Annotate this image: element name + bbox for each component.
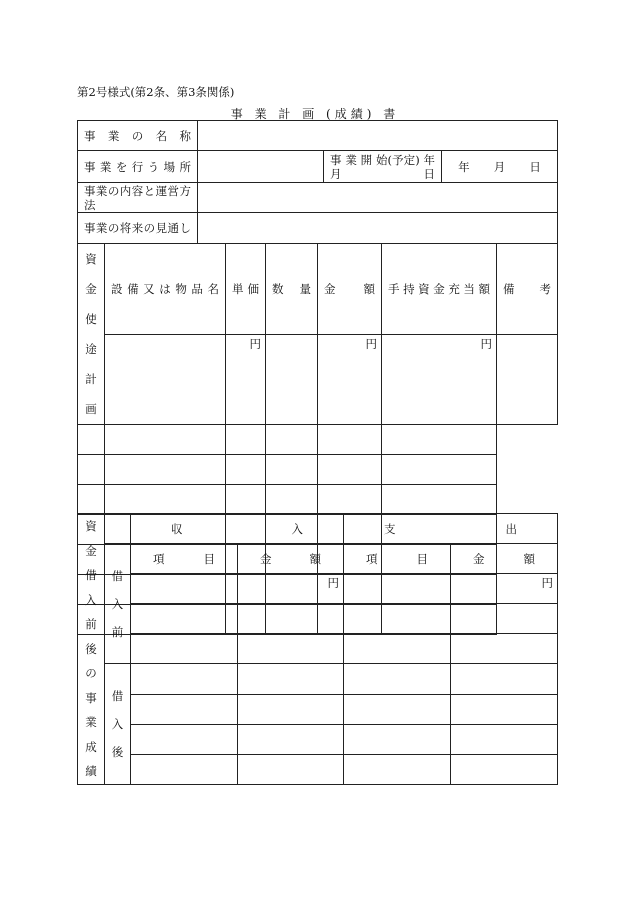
expense-item-header: 項 目 xyxy=(344,544,451,574)
results-table xyxy=(77,513,558,785)
expense-amount-cell[interactable] xyxy=(451,574,558,604)
form-number: 第2号様式(第2条、第3条関係) xyxy=(77,85,235,99)
expense-amount-cell[interactable] xyxy=(451,694,558,724)
expense-header: 支 出 xyxy=(344,514,558,544)
start-date-field[interactable] xyxy=(442,151,558,183)
col-amount: 金額 xyxy=(318,244,382,335)
income-amount-cell[interactable] xyxy=(238,724,344,754)
col-unit-price: 単価 xyxy=(226,244,266,335)
yen-unit: 円 xyxy=(541,576,553,591)
outlook-label: 事業の将来の見通し xyxy=(78,213,198,244)
own-funds-cell[interactable] xyxy=(318,455,382,485)
yen-unit: 円 xyxy=(249,336,261,351)
side-label-char: 金 xyxy=(85,282,97,296)
amount-cell[interactable] xyxy=(266,455,318,485)
own-funds-cell[interactable] xyxy=(318,485,382,515)
side-label-char: 前 xyxy=(85,617,97,631)
side-label-char: 入 xyxy=(111,596,124,611)
expense-item-cell[interactable] xyxy=(344,604,451,634)
quantity-cell[interactable] xyxy=(266,334,318,425)
expense-amount-cell[interactable] xyxy=(451,754,558,784)
day-label: 日 xyxy=(529,159,541,174)
expense-item-cell[interactable] xyxy=(344,754,451,784)
month-label: 月 xyxy=(493,159,506,174)
side-label-char: 業 xyxy=(85,715,97,729)
expense-amount-cell[interactable] xyxy=(451,664,558,694)
expense-item-cell[interactable] xyxy=(344,694,451,724)
income-item-cell[interactable] xyxy=(131,604,238,634)
remarks-cell[interactable] xyxy=(382,485,497,515)
document-title: 事 業 計 画 (成績) 書 xyxy=(230,107,400,121)
business-info-table xyxy=(77,120,558,244)
content-method-label: 事業の内容と運営方法 xyxy=(78,183,198,213)
side-label-char: 金 xyxy=(85,543,97,558)
col-item-name: 設備又は物品名 xyxy=(105,244,226,335)
blank-cell xyxy=(105,514,131,544)
table-row xyxy=(78,334,558,425)
income-amount-cell[interactable] xyxy=(238,574,344,604)
col-remarks: 備考 xyxy=(497,244,558,335)
side-label-char: の xyxy=(85,666,97,680)
income-amount-cell[interactable] xyxy=(238,604,344,634)
expense-amount-header: 金 額 xyxy=(451,544,558,574)
income-header: 収 入 xyxy=(131,514,344,544)
side-label-char: 資 xyxy=(85,519,97,533)
amount-cell[interactable] xyxy=(266,425,318,455)
table-row xyxy=(78,455,558,485)
expense-item-cell[interactable] xyxy=(344,664,451,694)
income-item-cell[interactable] xyxy=(131,754,238,784)
quantity-cell[interactable] xyxy=(226,485,266,515)
side-label-char: 使 xyxy=(85,312,97,326)
income-item-cell[interactable] xyxy=(131,634,238,664)
yen-unit: 円 xyxy=(365,336,377,351)
location-label: 事業を行う場所 xyxy=(78,151,198,183)
business-name-field[interactable] xyxy=(198,121,558,151)
yen-unit: 円 xyxy=(480,336,492,351)
expense-item-cell[interactable] xyxy=(344,574,451,604)
expense-amount-cell[interactable] xyxy=(451,724,558,754)
side-label-char: 借 xyxy=(85,568,97,582)
results-side-label xyxy=(78,514,105,785)
expense-item-cell[interactable] xyxy=(344,634,451,664)
unit-price-cell[interactable] xyxy=(105,455,226,485)
table-row xyxy=(78,664,558,694)
income-item-cell[interactable] xyxy=(131,724,238,754)
table-row xyxy=(78,634,558,664)
remarks-cell[interactable] xyxy=(382,425,497,455)
side-label-char: 後 xyxy=(85,641,97,656)
table-row xyxy=(78,694,558,724)
content-method-field[interactable] xyxy=(198,183,558,213)
expense-item-cell[interactable] xyxy=(344,724,451,754)
income-amount-header: 金 額 xyxy=(238,544,344,574)
table-row xyxy=(78,724,558,754)
own-funds-cell[interactable] xyxy=(318,425,382,455)
remarks-cell[interactable] xyxy=(382,455,497,485)
unit-price-cell[interactable] xyxy=(105,485,226,515)
start-date-label: 事 業 開 始(予定) 年 月 日 xyxy=(324,151,442,183)
quantity-cell[interactable] xyxy=(226,425,266,455)
unit-price-cell[interactable] xyxy=(226,334,266,425)
year-label: 年 xyxy=(458,159,470,174)
side-label-char: 前 xyxy=(111,624,124,639)
amount-cell[interactable] xyxy=(318,334,382,425)
income-item-cell[interactable] xyxy=(131,694,238,724)
income-amount-cell[interactable] xyxy=(238,694,344,724)
side-label-char: 入 xyxy=(85,592,97,607)
side-label-char: 計 xyxy=(85,372,97,386)
quantity-cell[interactable] xyxy=(226,455,266,485)
item-cell[interactable] xyxy=(78,485,105,515)
location-field[interactable] xyxy=(198,151,324,183)
income-item-cell[interactable] xyxy=(131,574,238,604)
side-label-char: 借 xyxy=(111,688,124,703)
after-loan-label xyxy=(105,664,131,784)
table-row xyxy=(78,574,558,604)
yen-unit: 円 xyxy=(327,576,339,591)
item-cell[interactable] xyxy=(78,425,105,455)
expense-amount-cell[interactable] xyxy=(451,604,558,634)
side-label-char: 借 xyxy=(111,568,124,583)
remarks-cell[interactable] xyxy=(497,334,558,425)
business-name-label: 事 業 の 名 称 xyxy=(78,121,198,151)
side-label-char: 入 xyxy=(111,716,124,731)
table-row xyxy=(78,604,558,634)
side-label-char: 途 xyxy=(85,342,97,356)
income-item-cell[interactable] xyxy=(131,664,238,694)
unit-price-cell[interactable] xyxy=(105,425,226,455)
income-amount-cell[interactable] xyxy=(238,754,344,784)
side-label-char: 成 xyxy=(85,739,97,754)
amount-cell[interactable] xyxy=(266,485,318,515)
before-loan-label xyxy=(105,544,131,664)
side-label-char: 後 xyxy=(111,744,124,759)
side-label-char: 事 xyxy=(85,690,97,705)
col-own-funds: 手持資金充当額 xyxy=(382,244,497,335)
table-row xyxy=(78,754,558,784)
outlook-field[interactable] xyxy=(198,213,558,244)
expense-amount-cell[interactable] xyxy=(451,634,558,664)
side-label-char: 績 xyxy=(85,764,97,778)
side-label-char: 画 xyxy=(85,402,97,416)
income-amount-cell[interactable] xyxy=(238,634,344,664)
fund-plan-side-label xyxy=(78,244,105,425)
table-row xyxy=(78,485,558,515)
item-cell[interactable] xyxy=(78,455,105,485)
side-label-char: 資 xyxy=(85,252,97,266)
income-amount-cell[interactable] xyxy=(238,664,344,694)
own-funds-cell[interactable] xyxy=(382,334,497,425)
table-row xyxy=(78,425,558,455)
item-cell[interactable] xyxy=(105,334,226,425)
income-item-header: 項 目 xyxy=(131,544,238,574)
col-quantity: 数量 xyxy=(266,244,318,335)
